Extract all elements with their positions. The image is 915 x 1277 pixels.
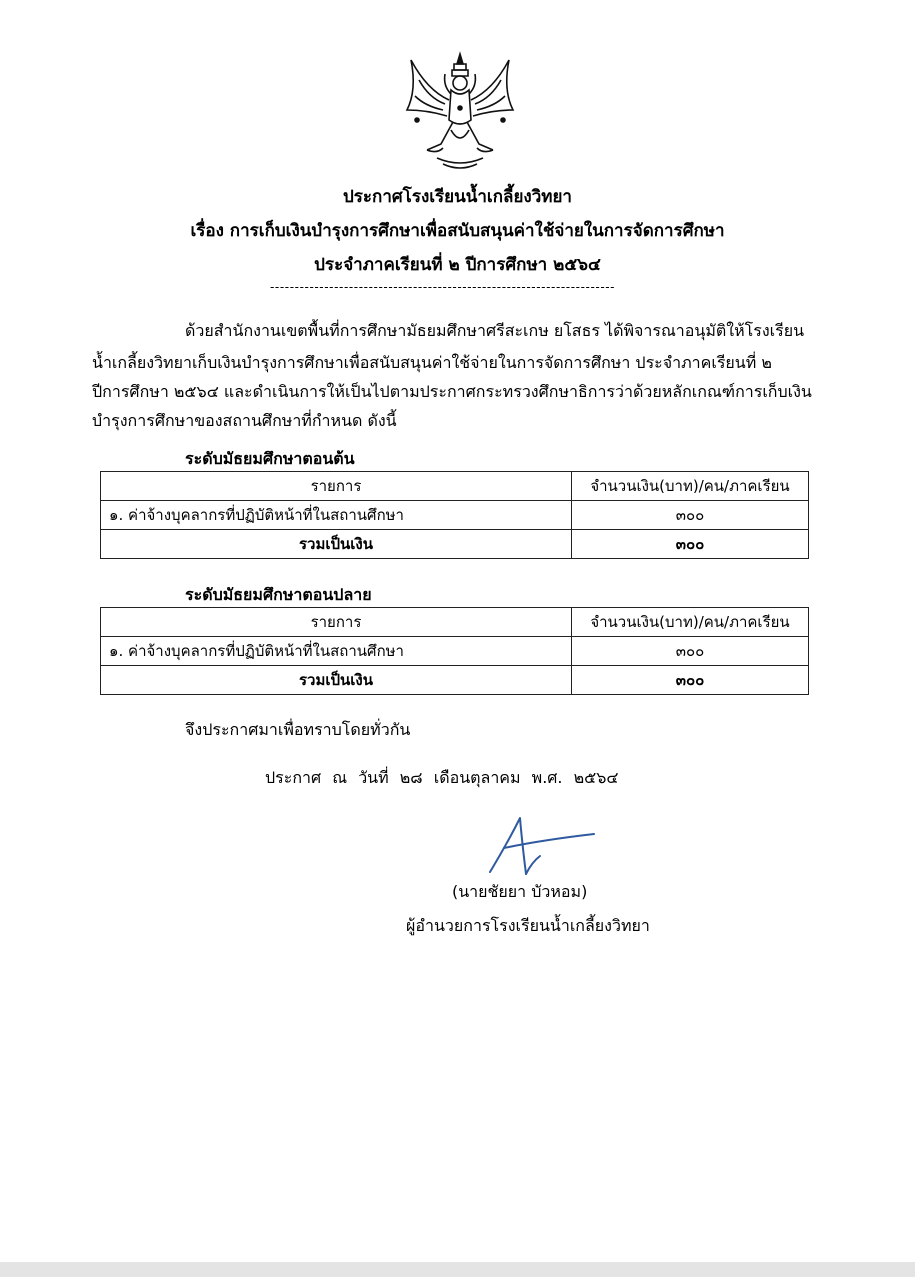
section-title-lower-secondary: ระดับมัธยมศึกษาตอนต้น [185, 449, 355, 468]
body-line-4: บำรุงการศึกษาของสถานศึกษาที่กำหนด ดังนี้ [92, 411, 397, 430]
page-bottom-edge [0, 1262, 915, 1277]
announcement-date: ประกาศ ณ วันที่ ๒๘ เดือนตุลาคม พ.ศ. ๒๕๖๔ [265, 768, 619, 787]
body-line-3: ปีการศึกษา ๒๕๖๔ และดำเนินการให้เป็นไปตามประกาศกระทรวงศึกษาธิการว่าด้วยหลักเกณฑ์การเก็บเงิน [92, 382, 812, 401]
table-header-row [101, 608, 809, 637]
row-item: ๑. ค่าจ้างบุคลากรที่ปฏิบัติหน้าที่ในสถานศึกษา [101, 501, 572, 530]
total-label: รวมเป็นเงิน [101, 666, 572, 695]
section-title-upper-secondary: ระดับมัธยมศึกษาตอนปลาย [185, 585, 372, 604]
dashed-divider: ---------------------------------------------------------------------- [270, 280, 616, 294]
table-total-row [101, 666, 809, 695]
closing-statement: จึงประกาศมาเพื่อทราบโดยทั่วกัน [185, 720, 411, 739]
total-amount: ๓๐๐ [572, 530, 809, 559]
announcement-title: ประกาศโรงเรียนน้ำเกลี้ยงวิทยา [343, 187, 572, 207]
column-header-amount: จำนวนเงิน(บาท)/คน/ภาคเรียน [572, 472, 809, 501]
row-amount: ๓๐๐ [572, 637, 809, 666]
total-label: รวมเป็นเงิน [101, 530, 572, 559]
row-amount: ๓๐๐ [572, 501, 809, 530]
column-header-item: รายการ [101, 472, 572, 501]
body-line-2: น้ำเกลี้ยงวิทยาเก็บเงินบำรุงการศึกษาเพื่อสนับสนุนค่าใช้จ่ายในการจัดการศึกษา ประจำภาคเรียนที่ ๒ [92, 353, 772, 372]
body-line-1: ด้วยสำนักงานเขตพื้นที่การศึกษามัธยมศึกษาศรีสะเกษ ยโสธร ได้พิจารณาอนุมัติให้โรงเรียน [185, 321, 804, 340]
column-header-item: รายการ [101, 608, 572, 637]
announcement-subject: เรื่อง การเก็บเงินบำรุงการศึกษาเพื่อสนับสนุนค่าใช้จ่ายในการจัดการศึกษา [190, 221, 725, 241]
garuda-emblem-icon [397, 50, 523, 172]
fee-table-lower-secondary [100, 471, 809, 559]
table-row [101, 637, 809, 666]
handwritten-signature-icon [482, 812, 602, 882]
table-header-row [101, 472, 809, 501]
total-amount: ๓๐๐ [572, 666, 809, 695]
table-total-row [101, 530, 809, 559]
signer-title: ผู้อำนวยการโรงเรียนน้ำเกลี้ยงวิทยา [406, 916, 650, 935]
fee-table-upper-secondary [100, 607, 809, 695]
column-header-amount: จำนวนเงิน(บาท)/คน/ภาคเรียน [572, 608, 809, 637]
signer-name: (นายชัยยา บัวหอม) [452, 882, 588, 901]
table-row [101, 501, 809, 530]
announcement-term: ประจำภาคเรียนที่ ๒ ปีการศึกษา ๒๕๖๔ [314, 255, 601, 275]
row-item: ๑. ค่าจ้างบุคลากรที่ปฏิบัติหน้าที่ในสถานศึกษา [101, 637, 572, 666]
